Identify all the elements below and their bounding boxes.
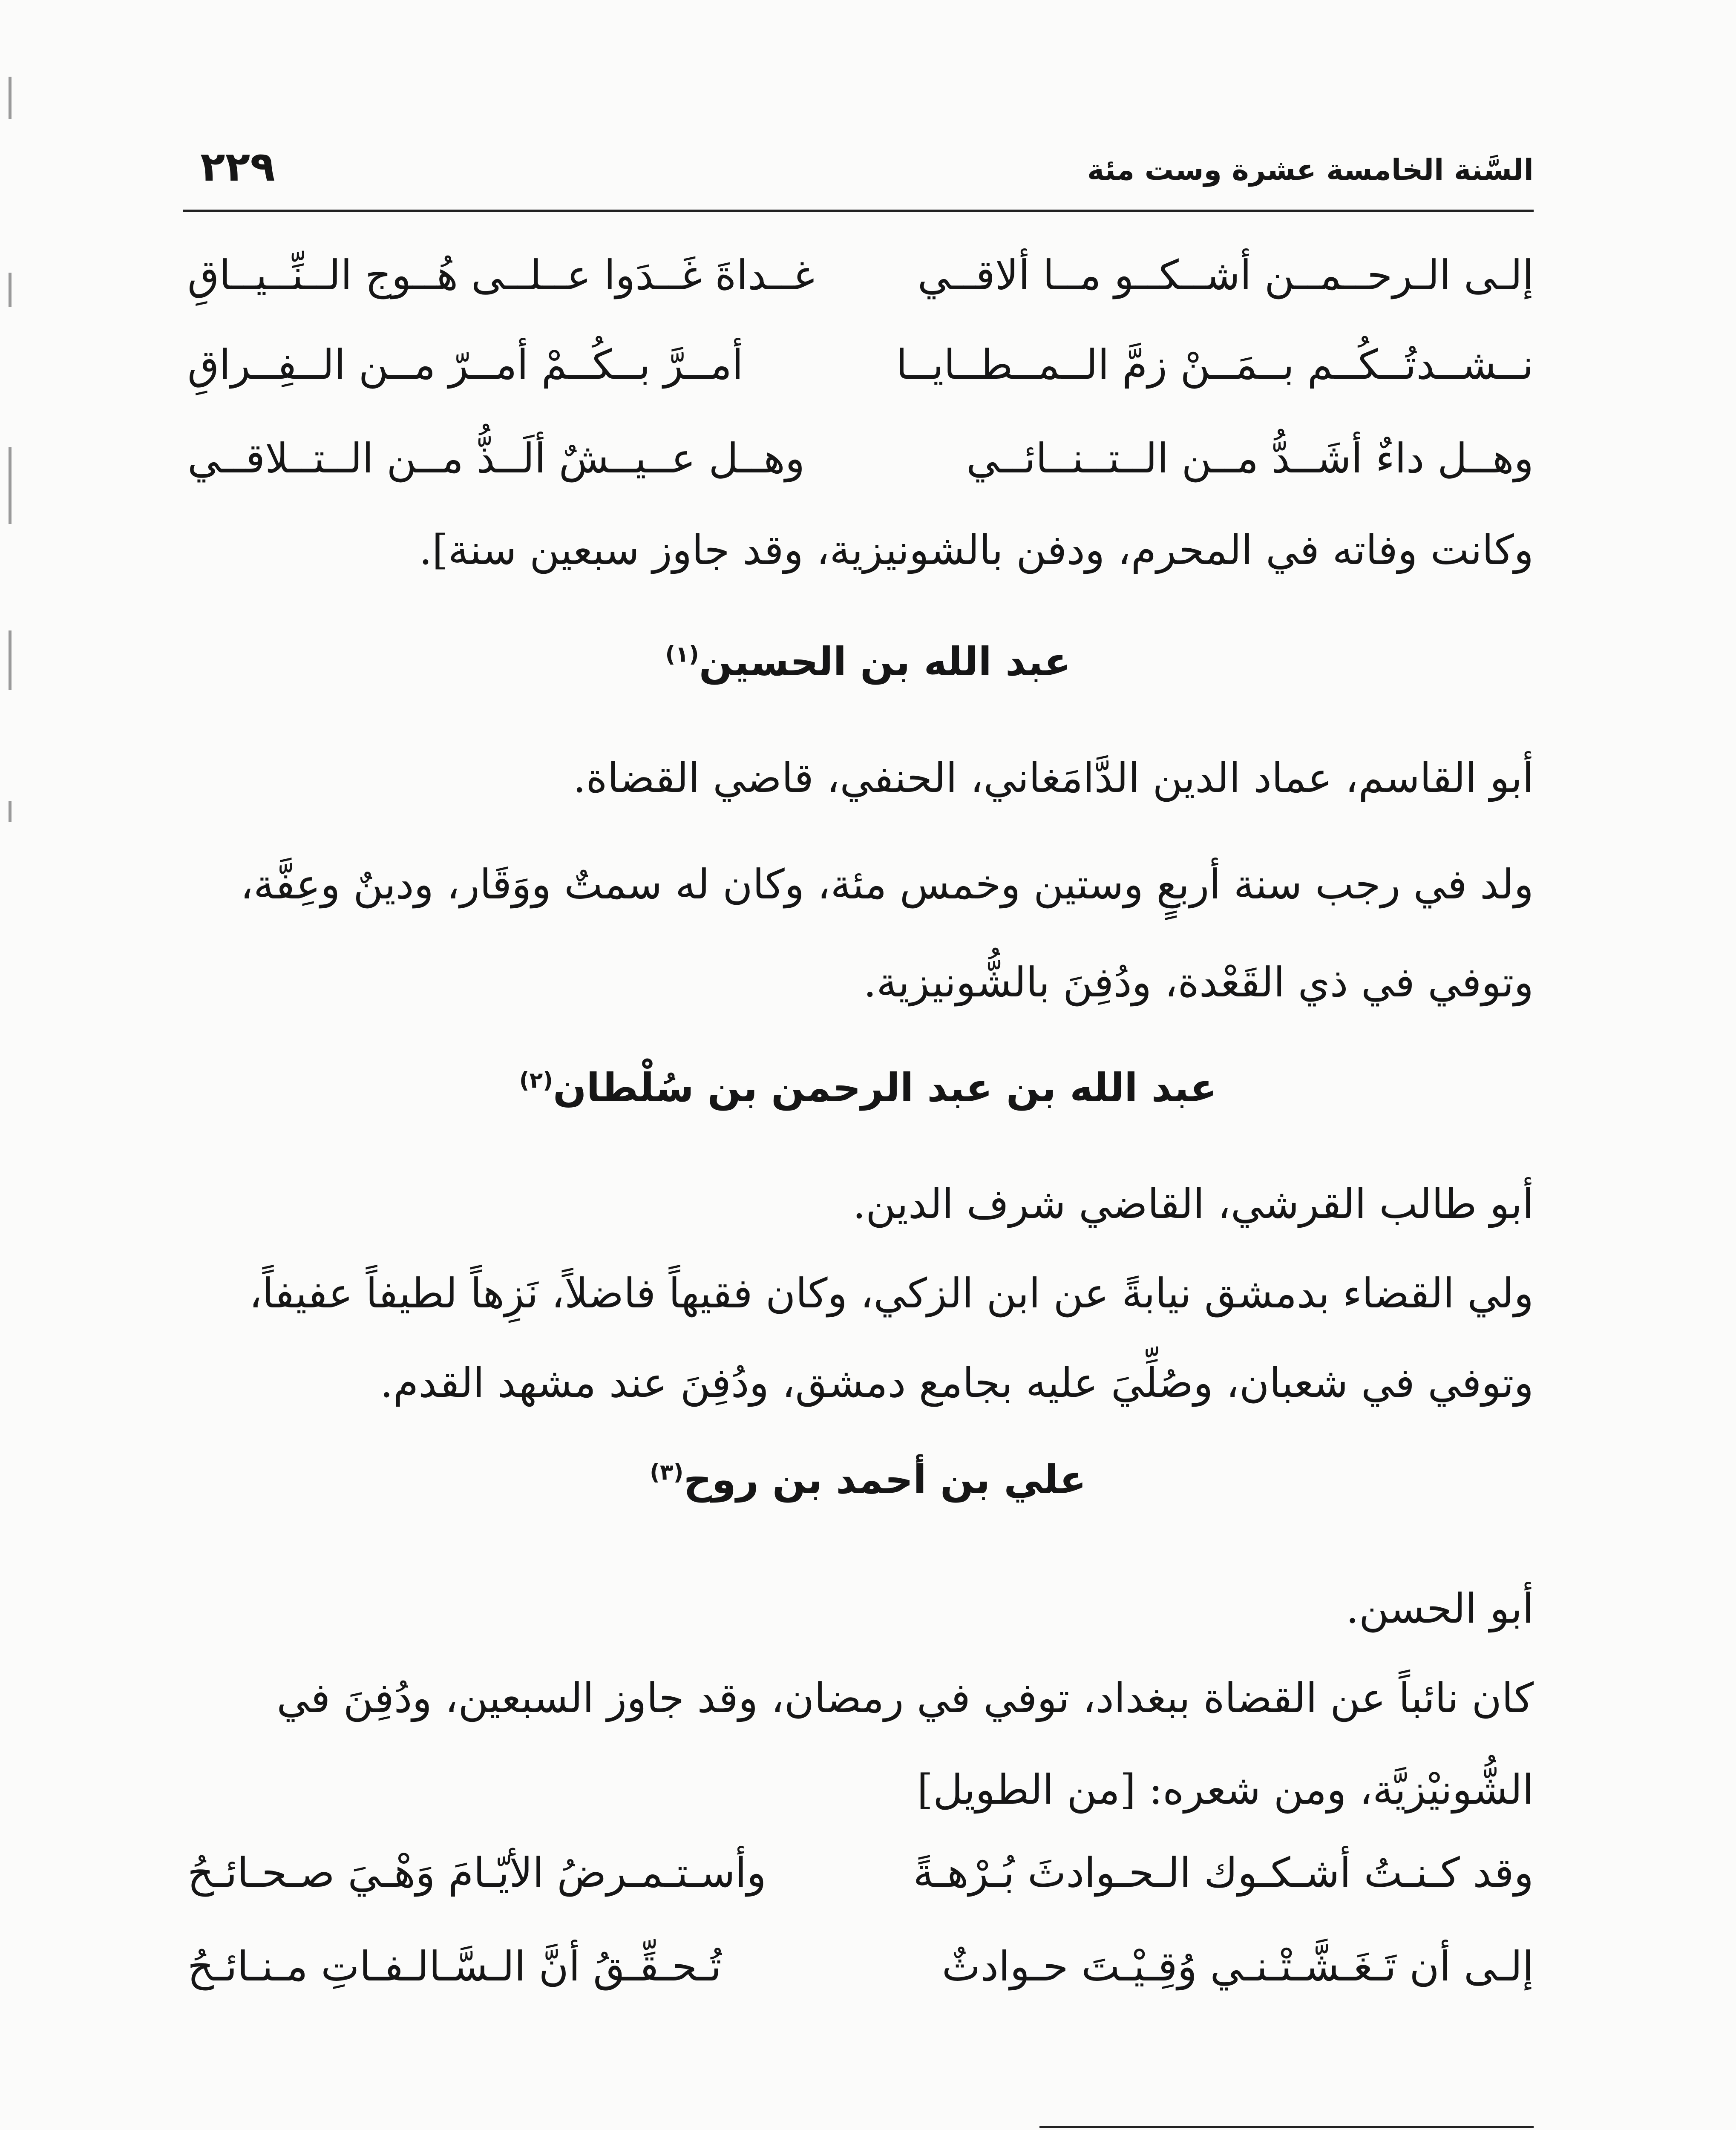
entry-text-line: وتوفي في ذي القَعْدة، ودُفِنَ بالشُّونيزية. (863, 958, 1534, 1006)
footnote-ref: (٣) (650, 1459, 684, 1485)
verse-first-hemistich: إلـى الـرحــمــن أشــكــو مــا ألاقــي (917, 251, 1534, 299)
entry-text-line: الشُّونيْزيَّة، ومن شعره: [من الطويل] (917, 1766, 1534, 1813)
verse-line (187, 435, 1534, 507)
scan-edge-mark (9, 273, 12, 307)
entry-text-line: أبو طالب القرشي، القاضي شرف الدين. (852, 1180, 1534, 1228)
entry-text-line: كان نائباً عن القضاة ببغداد، توفي في رمضان، وقد جاوز السبعين، ودُفِنَ في (276, 1674, 1534, 1722)
verse-line (187, 251, 1534, 324)
verse-first-hemistich: نــشــدتُــكُــم بــمَــنْ زمَّ الــمــطــايــا (896, 341, 1534, 389)
scan-edge-mark (9, 801, 12, 822)
verse-first-hemistich: وهــل داءٌ أشَــدُّ مــن الــتــنــائــي (966, 435, 1534, 482)
entry-text-line: أبو القاسم، عماد الدين الدَّامَغاني، الحنفي، قاضي القضاة. (573, 754, 1534, 802)
verse-second-hemistich: وأسـتـمـرضُ الأيّـامَ وَهْـيَ صـحـائـحُ (187, 1849, 766, 1897)
verse-second-hemistich: وهــل عــيــشٌ ألَــذُّ مــن الــتــلاقــي (187, 435, 805, 482)
footnote-ref: (١) (665, 642, 699, 668)
page-number: ٢٢٩ (200, 143, 275, 190)
verse-first-hemistich: وقد كـنـتُ أشـكـوك الـحـوادثَ بُـرْهـةً (913, 1849, 1534, 1897)
verse-line (187, 341, 1534, 413)
verse-line (187, 1849, 1534, 1921)
verse-first-hemistich: إلـى أن تَـغَـشَّـتْـنـي وُقِـيْـتَ حـوادثٌ (941, 1943, 1534, 1990)
running-header (187, 141, 1534, 204)
entry-text-line: ولد في رجب سنة أربعٍ وستين وخمس مئة، وكان له سمتٌ ووَقَار، ودينٌ وعِفَّة، (240, 861, 1534, 908)
verse-second-hemistich: تُـحـقِّـقُ أنَّ الـسَّـالـفـاتِ مـنـائـحُ (187, 1943, 722, 1990)
verse-second-hemistich: غــداةَ غَــدَوا عــلــى هُــوج الــنِّــيــاقِ (187, 251, 815, 299)
entry-heading (0, 1065, 1736, 1111)
scan-edge-mark (9, 447, 12, 524)
footnote-ref: (٢) (519, 1068, 553, 1094)
entry-name: عبد الله بن عبد الرحمن بن سُلْطان (553, 1065, 1217, 1111)
header-rule (183, 210, 1534, 212)
verse-second-hemistich: أمــرَّ بــكُــمْ أمــرّ مــن الــفِــراقِ (187, 341, 743, 389)
running-title: السَّنة الخامسة عشرة وست مئة (1087, 153, 1534, 187)
entry-text-line: أبو الحسن. (1346, 1585, 1534, 1632)
entry-heading (0, 639, 1736, 685)
entry-name: عبد الله بن الحسين (699, 639, 1071, 685)
entry-name: علي بن أحمد بن روح (683, 1457, 1086, 1503)
entry-heading (0, 1457, 1736, 1503)
entry-text-line: ولي القضاء بدمشق نيابةً عن ابن الزكي، وكان فقيهاً فاضلاً، نَزِهاً لطيفاً عفيفاً، (249, 1269, 1534, 1317)
footnote-rule (1039, 2126, 1534, 2128)
closing-line: وكانت وفاته في المحرم، ودفن بالشونيزية، وقد جاوز سبعين سنة]. (419, 526, 1534, 574)
verse-line (187, 1943, 1534, 2015)
scan-edge-mark (9, 77, 12, 119)
entry-text-line: وتوفي في شعبان، وصُلِّيَ عليه بجامع دمشق، ودُفِنَ عند مشهد القدم. (380, 1359, 1534, 1407)
